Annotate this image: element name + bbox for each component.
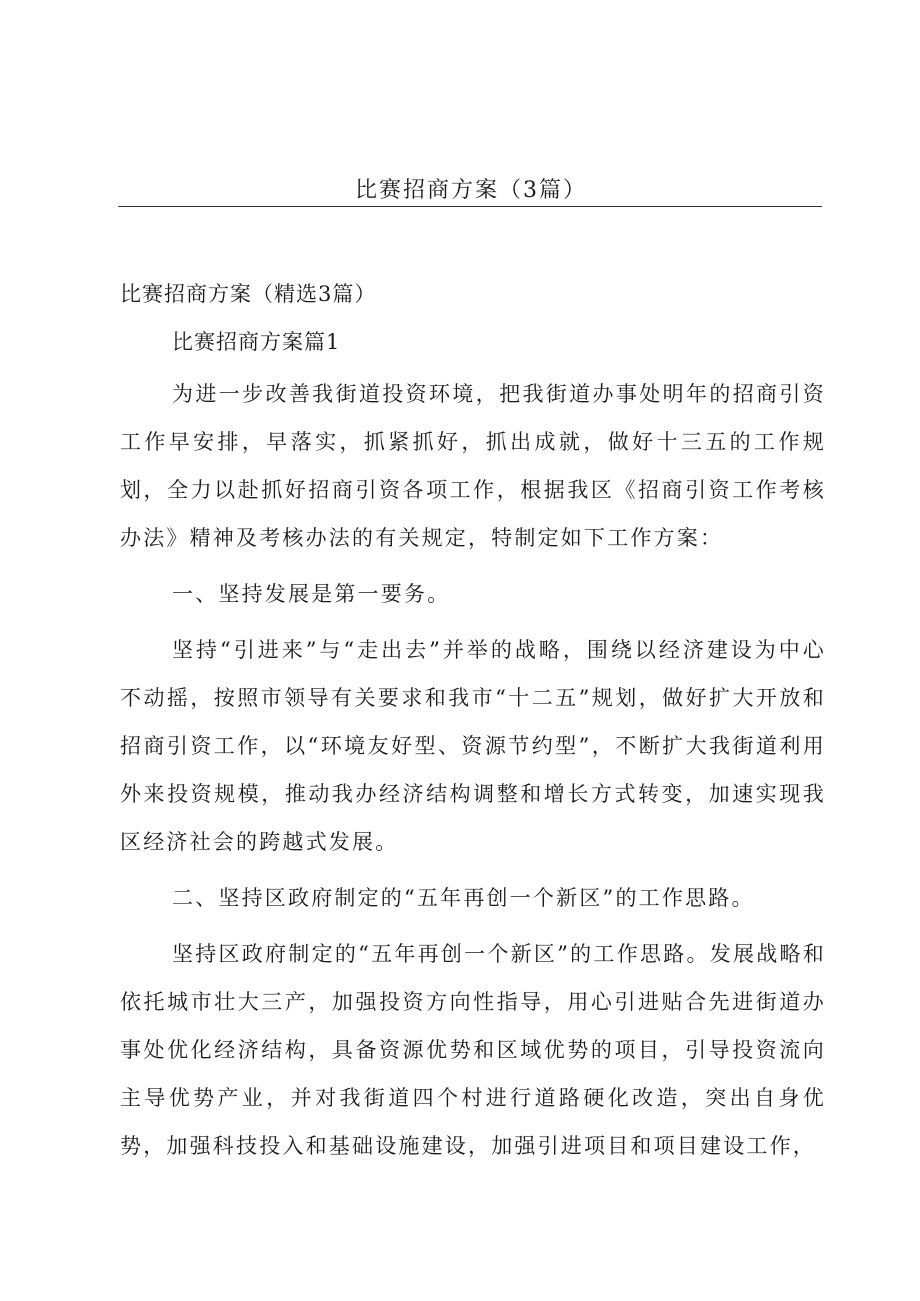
header-divider xyxy=(118,206,822,207)
section-heading: 比赛招商方案篇1 xyxy=(172,330,341,354)
document-body xyxy=(120,274,826,1178)
paragraph-point-two-heading: 二、坚持区政府制定的“五年再创一个新区”的工作思路。 xyxy=(172,886,755,910)
document-title: 比赛招商方案（精选3篇） xyxy=(120,282,377,306)
paragraph-point-two-body: 坚持区政府制定的“五年再创一个新区”的工作思路。发展战略和依托城市壮大三产，加强投资方向性指导，用心引进贴合先进街道办事处优化经济结构，具备资源优势和区域优势的项目，引导投资流向主导优势产业，并对我街道四个村进行道路硬化改造，突出自身优势，加强科技投入和基础设施建设，加强引进项目和项目建设工作， xyxy=(120,942,826,1158)
page-header-title: 比赛招商方案（3篇） xyxy=(355,178,587,203)
paragraph-intro: 为进一步改善我街道投资环境，把我街道办事处明年的招商引资工作早安排，早落实，抓紧抓好，抓出成就，做好十三五的工作规划，全力以赴抓好招商引资各项工作，根据我区《招商引资工作考核办法》精神及考核办法的有关规定，特制定如下工作方案： xyxy=(120,382,826,550)
paragraph-point-one-heading: 一、坚持发展是第一要务。 xyxy=(172,582,451,606)
paragraph-point-one-body: 坚持“引进来”与“走出去”并举的战略，围绕以经济建设为中心不动摇，按照市领导有关要求和我市“十二五”规划，做好扩大开放和招商引资工作，以“环境友好型、资源节约型”，不断扩大我街道利用外来投资规模，推动我办经济结构调整和增长方式转变，加速实现我区经济社会的跨越式发展。 xyxy=(120,638,826,854)
